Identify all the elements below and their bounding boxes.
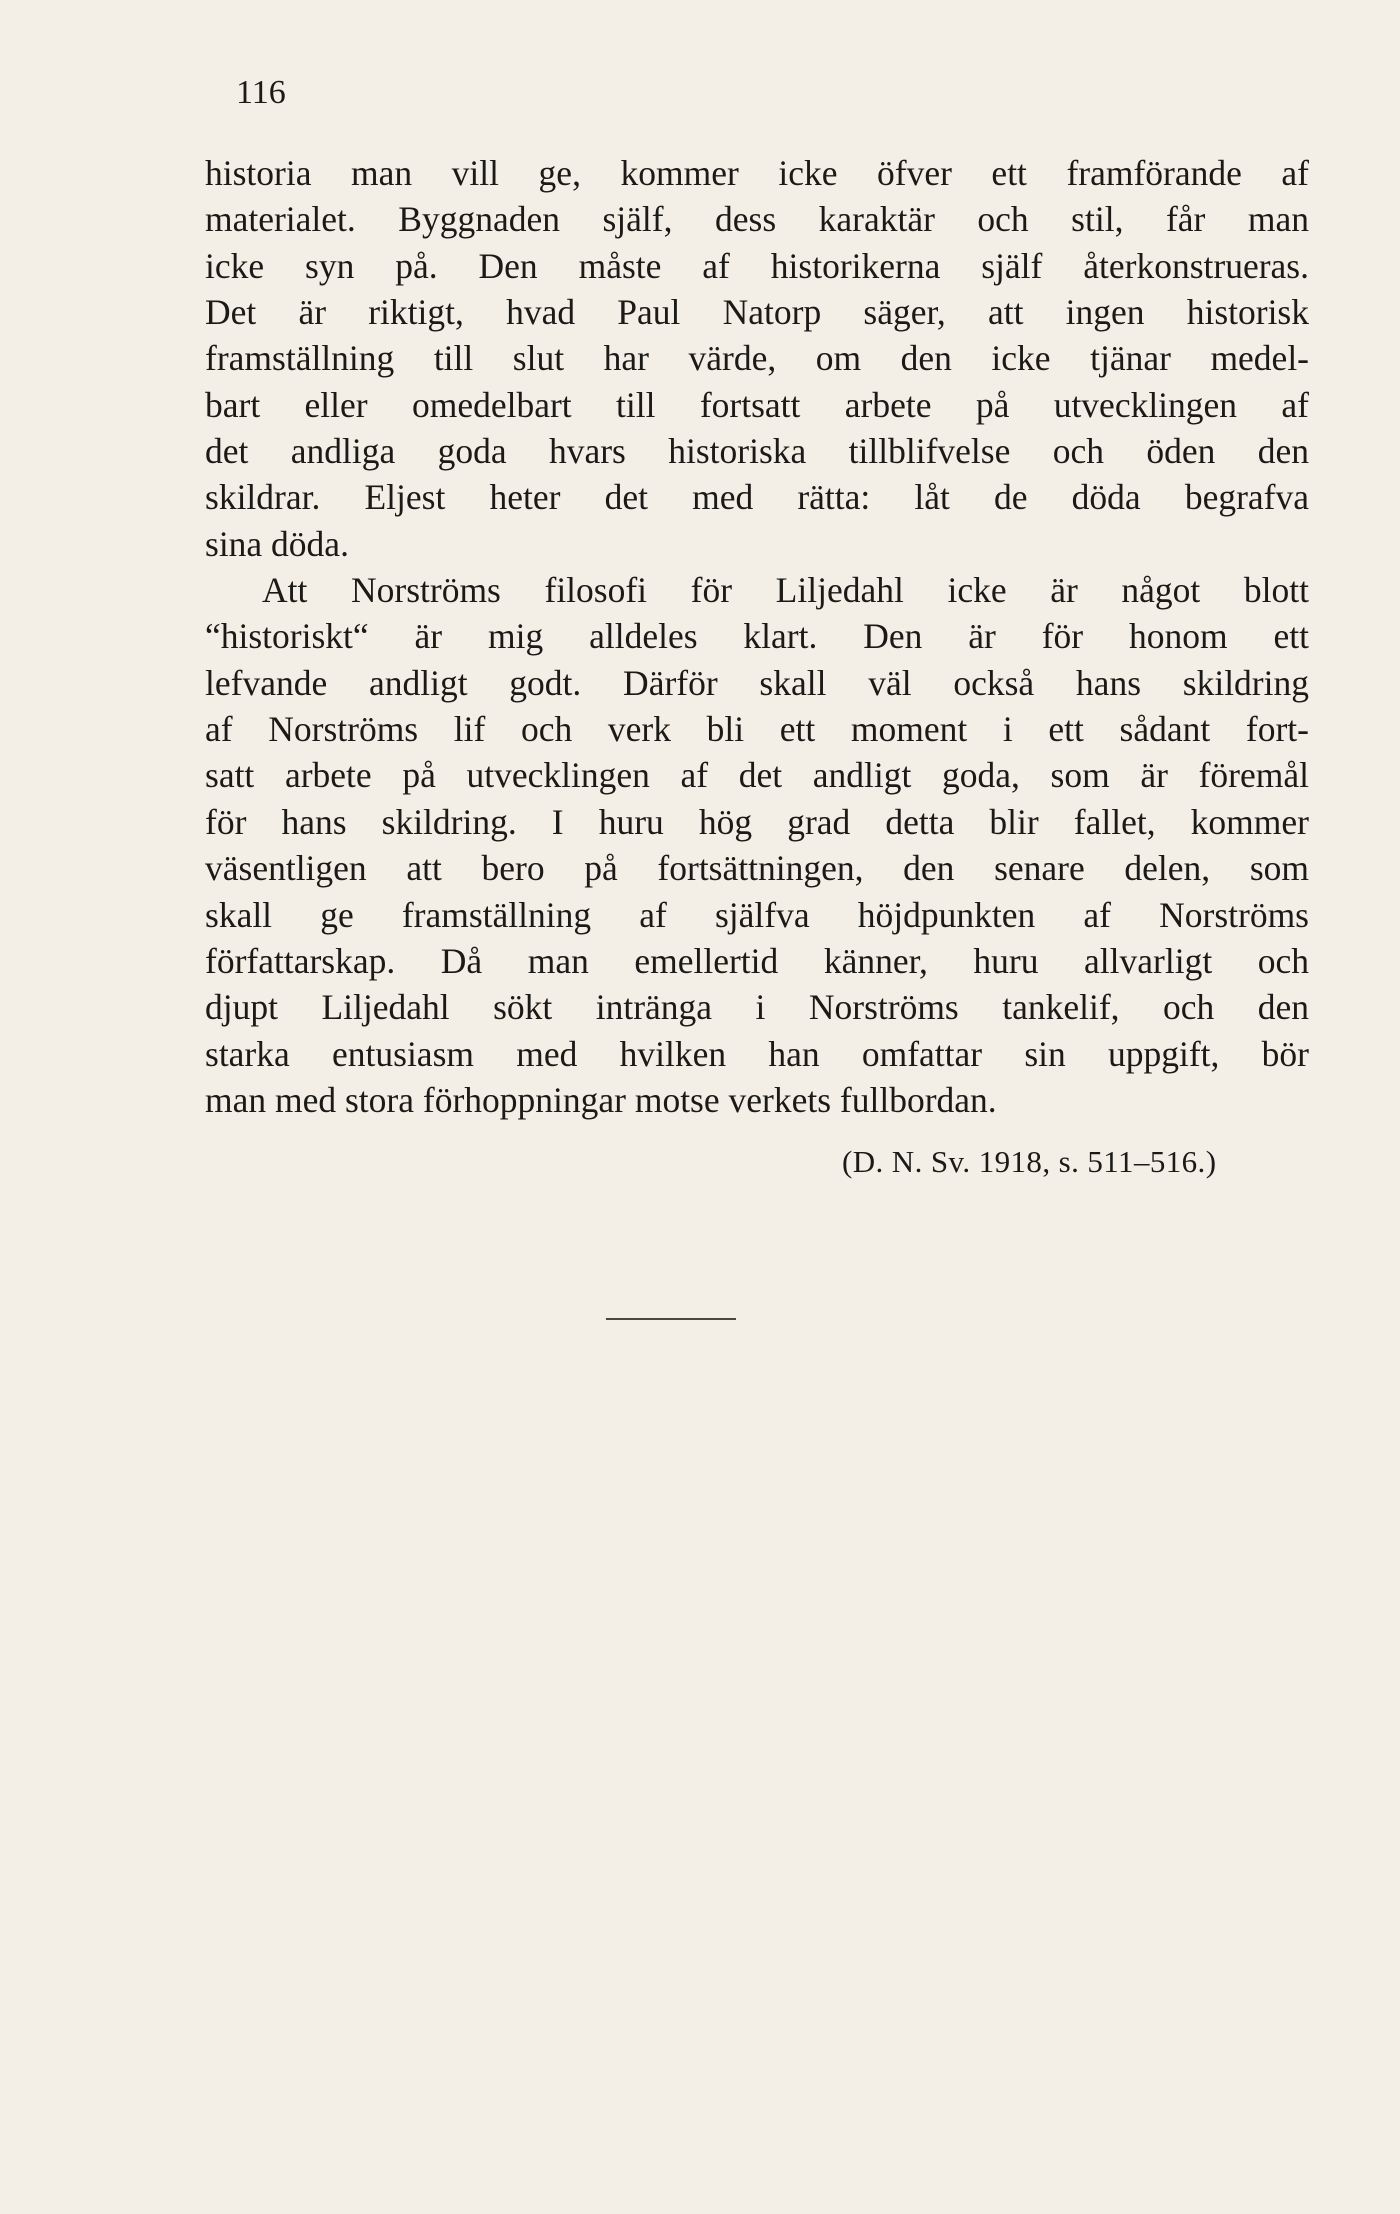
text-line: skildrar. Eljest heter det med rätta: låt de döda begrafva <box>205 477 1309 518</box>
text-line: det andliga goda hvars historiska tillblifvelse och öden den <box>205 431 1309 472</box>
text-line: Att Norströms filosofi för Liljedahl icke är något blott <box>262 570 1309 611</box>
text-line: lefvande andligt godt. Därför skall väl också hans skildring <box>205 662 1309 703</box>
text-line: icke syn på. Den måste af historikerna själf återkonstrueras. <box>205 245 1309 286</box>
section-rule <box>606 1318 736 1320</box>
text-line: för hans skildring. I huru hög grad detta blir fallet, kommer <box>205 801 1309 842</box>
text-line: historia man vill ge, kommer icke öfver ett framförande af <box>205 153 1309 193</box>
text-line: bart eller omedelbart till fortsatt arbete på utvecklingen af <box>205 384 1309 425</box>
text-line: sina döda. <box>205 523 349 564</box>
text-line: af Norströms lif och verk bli ett moment i ett sådant fort- <box>205 709 1309 750</box>
text-line: man med stora förhoppningar motse verkets fullbordan. <box>205 1079 997 1120</box>
text-line: framställning till slut har värde, om den icke tjänar medel- <box>205 338 1309 379</box>
text-line: djupt Liljedahl sökt intränga i Norströms tankelif, och den <box>205 987 1309 1028</box>
text-line: författarskap. Då man emellertid känner, huru allvarligt och <box>205 940 1309 981</box>
text-line: starka entusiasm med hvilken han omfattar sin uppgift, bör <box>205 1033 1309 1074</box>
source-citation: (D. N. Sv. 1918, s. 511–516.) <box>842 1144 1217 1179</box>
paragraph <box>205 567 1309 1123</box>
text-line: satt arbete på utvecklingen af det andligt goda, som är föremål <box>205 755 1309 796</box>
page-number: 116 <box>236 74 286 111</box>
text-line: Det är riktigt, hvad Paul Natorp säger, att ingen historisk <box>205 292 1309 333</box>
text-line: “historiskt“ är mig alldeles klart. Den är för honom ett <box>205 616 1309 657</box>
paragraph <box>205 150 1309 567</box>
text-line: väsentligen att bero på fortsättningen, den senare delen, som <box>205 848 1309 889</box>
text-line: materialet. Byggnaden själf, dess karaktär och stil, får man <box>205 199 1309 240</box>
body-text <box>205 150 1309 1123</box>
text-line: skall ge framställning af själfva höjdpunkten af Norströms <box>205 894 1309 935</box>
